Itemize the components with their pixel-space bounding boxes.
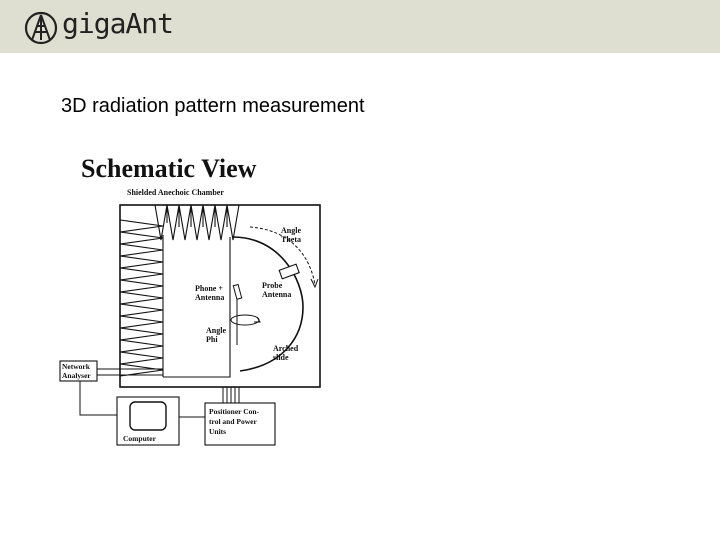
positioner-label-3: Units bbox=[209, 427, 227, 436]
top-absorber bbox=[155, 205, 239, 240]
left-absorber bbox=[120, 220, 163, 376]
chamber-label: Shielded Anechoic Chamber bbox=[127, 188, 224, 197]
svg-text:AngleTheta bbox=[281, 226, 301, 244]
network-analyser-label-1: Network bbox=[62, 362, 90, 371]
positioner-label-1: Positioner Con- bbox=[209, 407, 260, 416]
phi-rotation bbox=[231, 315, 259, 325]
slide-title: 3D radiation pattern measurement bbox=[61, 95, 365, 117]
phone-antenna-label-2: Antenna bbox=[195, 293, 225, 302]
angle-theta-label-2: Theta bbox=[281, 235, 301, 244]
angle-phi-label-2: Phi bbox=[206, 335, 218, 344]
probe-antenna-label-2: Antenna bbox=[262, 290, 292, 299]
positioner-label-2: trol and Power bbox=[209, 417, 257, 426]
positioner-cables bbox=[223, 387, 239, 403]
angle-theta-label-1: Angle bbox=[281, 226, 301, 235]
logo-text: gigaAnt bbox=[62, 7, 174, 40]
header-bar bbox=[0, 0, 720, 53]
phone-antenna-label-1: Phone + bbox=[195, 284, 223, 293]
svg-text:ProbeAntenna bbox=[262, 281, 291, 299]
arched-slide-label-2: slide bbox=[273, 353, 289, 362]
probe-antenna bbox=[279, 264, 299, 279]
network-analyser-label-2: Analyser bbox=[62, 371, 91, 380]
arched-slide-label-1: Arched bbox=[273, 344, 299, 353]
svg-text:Phone +Antenna bbox=[195, 284, 224, 302]
computer-screen bbox=[130, 402, 166, 430]
turntable-frame bbox=[163, 235, 230, 377]
schematic-diagram bbox=[55, 145, 345, 455]
angle-phi-label-1: Angle bbox=[206, 326, 226, 335]
computer-label: Computer bbox=[123, 434, 156, 443]
svg-text:NetworkAnalyser bbox=[62, 362, 91, 380]
svg-text:Archedslide bbox=[273, 344, 299, 362]
svg-text:AnglePhi bbox=[206, 326, 226, 344]
phone-antenna bbox=[233, 284, 241, 299]
diagram-heading: Schematic View bbox=[81, 154, 257, 183]
probe-antenna-label-1: Probe bbox=[262, 281, 283, 290]
